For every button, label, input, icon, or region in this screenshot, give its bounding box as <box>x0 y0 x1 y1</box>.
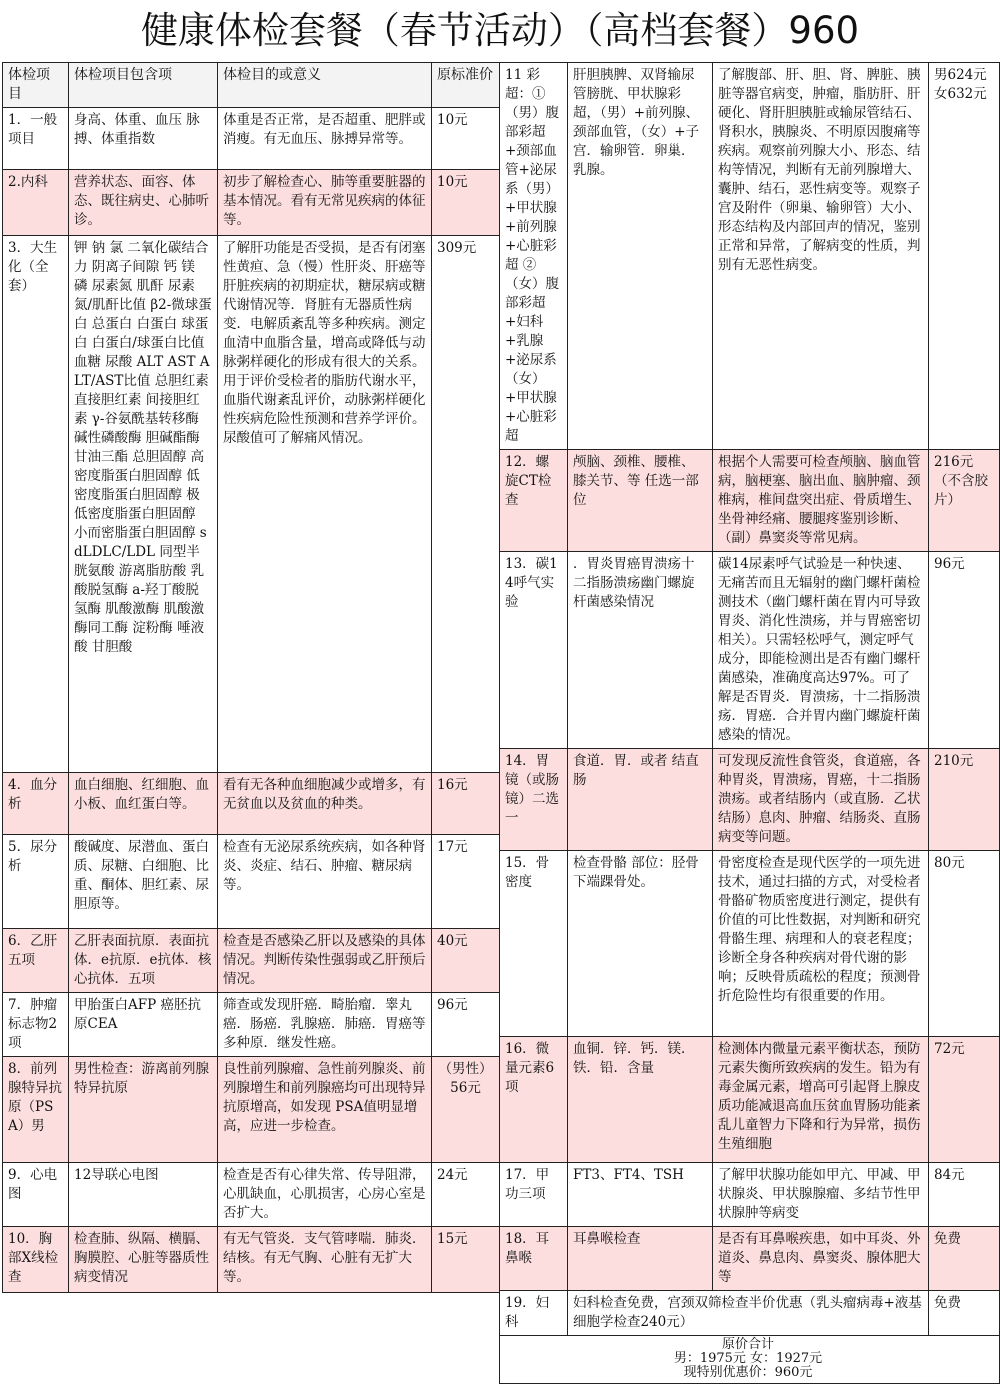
header-purpose: 体检目的或意义 <box>218 63 432 108</box>
item-purpose: 骨密度检查是现代医学的一项先进技术，通过扫描的方式，对受检者骨骼矿物质密度进行测定，提供有价值的可比性数据，对判断和研究骨骼生理、病理和人的衰老程度；诊断全身各种疾病对骨代谢的影响；反映骨质疏松的程度；预测骨折危险性均有很重要的作用。 <box>713 851 929 1037</box>
table-header-row <box>3 63 500 108</box>
item-purpose: 检查是否有心律失常、传导阻滞，心肌缺血，心肌损害，心房心室是否扩大。 <box>218 1163 432 1227</box>
table-row <box>3 1227 500 1293</box>
item-name: 12．螺旋CT检查 <box>500 450 568 552</box>
table-row <box>500 749 1000 851</box>
item-content: 身高、体重、血压 脉搏、体重指数 <box>69 108 218 170</box>
table-row <box>500 1227 1000 1291</box>
item-name: 16．微量元素6项 <box>500 1037 568 1163</box>
item-content: 血白细胞、红细胞、血小板、血红蛋白等。 <box>69 773 218 835</box>
item-purpose: 体重是否正常，是否超重、肥胖或消瘦。有无血压、脉搏异常等。 <box>218 108 432 170</box>
item-content: 甲胎蛋白AFP 癌胚抗原CEA <box>69 993 218 1057</box>
item-price: 216元（不含胶片） <box>929 450 1000 552</box>
item-content: 肝胆胰脾、双肾输尿管膀胱、甲状腺彩超，（男）+前列腺、颈部血管，（女）+子宫．输卵管．卵巢．乳腺。 <box>568 63 713 450</box>
item-name: 14．胃镜（或肠镜）二选一 <box>500 749 568 851</box>
table-row <box>3 835 500 929</box>
table-row <box>500 450 1000 552</box>
table-row <box>3 773 500 835</box>
summary-row <box>500 1336 1000 1384</box>
left-table <box>2 62 500 1293</box>
item-name: 5．尿分析 <box>3 835 69 929</box>
item-purpose: 检查是否感染乙肝以及感染的具体情况。判断传染性强弱或乙肝预后情况。 <box>218 929 432 993</box>
item-name: 15．骨密度 <box>500 851 568 1037</box>
summary-title: 原价合计 <box>721 1337 774 1352</box>
item-content: 血铜．锌．钙．镁．铁．铅．含量 <box>568 1037 713 1163</box>
header-name: 体检项目 <box>3 63 69 108</box>
item-price: 10元 <box>432 170 500 236</box>
header-content: 体检项目包含项 <box>69 63 218 108</box>
item-price: 16元 <box>432 773 500 835</box>
item-purpose: 检查有无泌尿系统疾病，如各种肾炎、炎症、结石、肿瘤、糖尿病等。 <box>218 835 432 929</box>
item-price: 10元 <box>432 108 500 170</box>
summary-prices: 男：1975元 女：1927元 <box>673 1351 823 1366</box>
item-name: 2.内科 <box>3 170 69 236</box>
table-row <box>3 1057 500 1163</box>
summary-cell <box>568 1336 929 1384</box>
item-content: 耳鼻喉检查 <box>568 1227 713 1291</box>
item-purpose: 初步了解检查心、肺等重要脏器的基本情况。看有无常见疾病的体征等。 <box>218 170 432 236</box>
table-row <box>3 236 500 773</box>
item-content: 检查骨骼 部位：胫骨下端踝骨处。 <box>568 851 713 1037</box>
item-purpose: 是否有耳鼻喉疾患，如中耳炎、外道炎、鼻息肉、鼻窦炎、腺体肥大等 <box>713 1227 929 1291</box>
item-purpose: 了解甲状腺功能如甲亢、甲减、甲状腺炎、甲状腺腺瘤、多结节性甲状腺肿等病变 <box>713 1163 929 1227</box>
item-content: ．胃炎胃癌胃溃疡十二指肠溃疡幽门螺旋杆菌感染情况 <box>568 552 713 749</box>
table-row <box>3 170 500 236</box>
item-name: 3．大生化（全套） <box>3 236 69 773</box>
item-price: 96元 <box>929 552 1000 749</box>
item-purpose: 碳14尿素呼气试验是一种快速、无痛苦而且无辐射的幽门螺杆菌检测技术（幽门螺杆菌在胃内可导致胃炎、消化性溃疡，并与胃癌密切相关）。只需轻松呼气，测定呼气成分，即能检测出是否有幽门螺杆菌感染，准确度高达97%。可了解是否胃炎．胃溃疡，十二指肠溃疡．胃癌．合并胃内幽门螺旋杆菌感染的情况。 <box>713 552 929 749</box>
item-purpose: 看有无各种血细胞减少或增多，有无贫血以及贫血的种类。 <box>218 773 432 835</box>
item-content: 颅脑、颈椎、腰椎、膝关节、等 任选一部位 <box>568 450 713 552</box>
item-price: 17元 <box>432 835 500 929</box>
item-content: 男性检查：游离前列腺特异抗原 <box>69 1057 218 1163</box>
table-row <box>3 993 500 1057</box>
item-price: 男624元 女632元 <box>929 63 1000 450</box>
item-content: 妇科检查免费，宫颈双筛检查半价优惠（乳头瘤病毒+液基细胞学检查240元） <box>568 1291 929 1336</box>
item-content: FT3、FT4、TSH <box>568 1163 713 1227</box>
right-table <box>499 62 1000 1384</box>
table-row <box>500 63 1000 450</box>
item-price: 24元 <box>432 1163 500 1227</box>
item-name: 18．耳鼻喉 <box>500 1227 568 1291</box>
page-title: 健康体检套餐（春节活动）（高档套餐）960 <box>140 9 860 52</box>
item-purpose: 有无气管炎．支气管哮喘．肺炎．结核。有无气胸、心脏有无扩大等。 <box>218 1227 432 1293</box>
item-price: 免费 <box>929 1227 1000 1291</box>
item-price: （男性）56元 <box>432 1057 500 1163</box>
item-content: 食道．胃．或者 结直肠 <box>568 749 713 851</box>
item-content: 乙肝表面抗原．表面抗体．e抗原．e抗体．核心抗体．五项 <box>69 929 218 993</box>
item-name: 17．甲功三项 <box>500 1163 568 1227</box>
item-purpose: 了解腹部、肝、胆、肾、脾脏、胰脏等器官病变，肿瘤，脂肪肝、肝硬化、肾肝胆胰脏或输尿管结石、肾积水，胰腺炎、不明原因腹痛等疾病。观察前列腺大小、形态、结构等情况，判断有无前列腺增大、囊肿、结石，恶性病变等。观察子宫及附件（卵巢、输卵管）大小、形态结构及内部回声的情况，鉴别正常和异常，了解病变的性质，判别有无恶性病变。 <box>713 63 929 450</box>
item-purpose: 筛查或发现肝癌．畸胎瘤．睾丸癌．肠癌．乳腺癌．肺癌．胃癌等多种原．继发性癌。 <box>218 993 432 1057</box>
item-name: 6．乙肝五项 <box>3 929 69 993</box>
item-name: 19．妇科 <box>500 1291 568 1336</box>
table-row <box>3 108 500 170</box>
table-row <box>500 1291 1000 1336</box>
item-name: 10．胸部X线检查 <box>3 1227 69 1293</box>
header-price: 原标准价 <box>432 63 500 108</box>
table-row <box>500 1037 1000 1163</box>
item-price: 210元 <box>929 749 1000 851</box>
item-name: 13．碳14呼气实验 <box>500 552 568 749</box>
table-row <box>500 552 1000 749</box>
item-price: 309元 <box>432 236 500 773</box>
table-row <box>3 1163 500 1227</box>
item-name: 8．前列腺特异抗原（PSA）男 <box>3 1057 69 1163</box>
item-name: 11 彩超：①（男）腹部彩超+颈部血管+泌尿系（男）+甲状腺+前列腺+心脏彩超 ②（女）腹部彩超+妇科+乳腺+泌尿系（女）+甲状腺+心脏彩超 <box>500 63 568 450</box>
item-price: 84元 <box>929 1163 1000 1227</box>
item-content: 营养状态、面容、体态、既往病史、心肺听诊。 <box>69 170 218 236</box>
item-price: 72元 <box>929 1037 1000 1163</box>
item-price: 80元 <box>929 851 1000 1037</box>
item-price: 96元 <box>432 993 500 1057</box>
item-name: 4．血分析 <box>3 773 69 835</box>
item-purpose: 良性前列腺瘤、急性前列腺炎、前列腺增生和前列腺癌均可出现特异抗原增高，如发现 PSA值明显增高，应进一步检查。 <box>218 1057 432 1163</box>
item-name: 9．心电图 <box>3 1163 69 1227</box>
summary-special-price: 现特别优惠价：960元 <box>683 1365 813 1380</box>
item-purpose: 了解肝功能是否受损，是否有闭塞性黄疸、急（慢）性肝炎、肝癌等肝脏疾病的初期症状，糖尿病或糖代谢情况等．肾脏有无器质性病变．电解质紊乱等多种疾病。测定血清中血脂含量，增高或降低与动脉粥样硬化的形成有很大的关系。用于评价受检者的脂肪代谢水平，血脂代谢紊乱评价，动脉粥样硬化性疾病危险性预测和营养学评价。尿酸值可了解痛风情况。 <box>218 236 432 773</box>
table-row <box>500 1163 1000 1227</box>
item-content: 12导联心电图 <box>69 1163 218 1227</box>
item-name: 7．肿瘤标志物2项 <box>3 993 69 1057</box>
table-row <box>500 851 1000 1037</box>
item-price: 40元 <box>432 929 500 993</box>
table-row <box>3 929 500 993</box>
item-purpose: 可发现反流性食管炎，食道癌，各种胃炎，胃溃疡，胃癌，十二指肠溃疡。或者结肠内（或直肠．乙状结肠）息肉、肿瘤、结肠炎、直肠病变等问题。 <box>713 749 929 851</box>
item-content: 检查肺、纵隔、横膈、胸膜腔、心脏等器质性病变情况 <box>69 1227 218 1293</box>
item-content: 酸碱度、尿潜血、蛋白质、尿糖、白细胞、比重、酮体、胆红素、尿胆原等。 <box>69 835 218 929</box>
item-purpose: 根据个人需要可检查颅脑、脑血管病，脑梗塞、脑出血、脑肿瘤、颈椎病，椎间盘突出症、骨质增生、坐骨神经痛、腰腿疼鉴别诊断、（副）鼻窦炎等常见病。 <box>713 450 929 552</box>
item-name: 1．一般项目 <box>3 108 69 170</box>
item-purpose: 检测体内微量元素平衡状态，预防元素失衡所致疾病的发生。铅为有毒金属元素，增高可引起肾上腺皮质功能减退高血压贫血胃肠功能紊乱儿童智力下降和行为异常，损伤生殖细胞 <box>713 1037 929 1163</box>
item-price: 免费 <box>929 1291 1000 1336</box>
item-content: 钾 钠 氯 二氧化碳结合力 阴离子间隙 钙 镁 磷 尿素氮 肌酐 尿素氮/肌酐比值 β2-微球蛋白 总蛋白 白蛋白 球蛋白 白蛋白/球蛋白比值 血糖 尿酸 ALT AST ALT/AST比值 总胆红素 直接胆红素 间接胆红素 γ-谷氨酰基转移酶 碱性磷酸酶 胆碱酯酶 甘油三酯 总胆固醇 高密度脂蛋白胆固醇 低密度脂蛋白胆固醇 极低密度脂蛋白胆固醇 小而密脂蛋白胆固醇 sdLDLC/LDL 同型半胱氨酸 游离脂肪酸 乳酸脱氢酶 a-羟丁酸脱氢酶 肌酸激酶 肌酸激酶同工酶 淀粉酶 唾液酸 甘胆酸 <box>69 236 218 773</box>
item-price: 15元 <box>432 1227 500 1293</box>
